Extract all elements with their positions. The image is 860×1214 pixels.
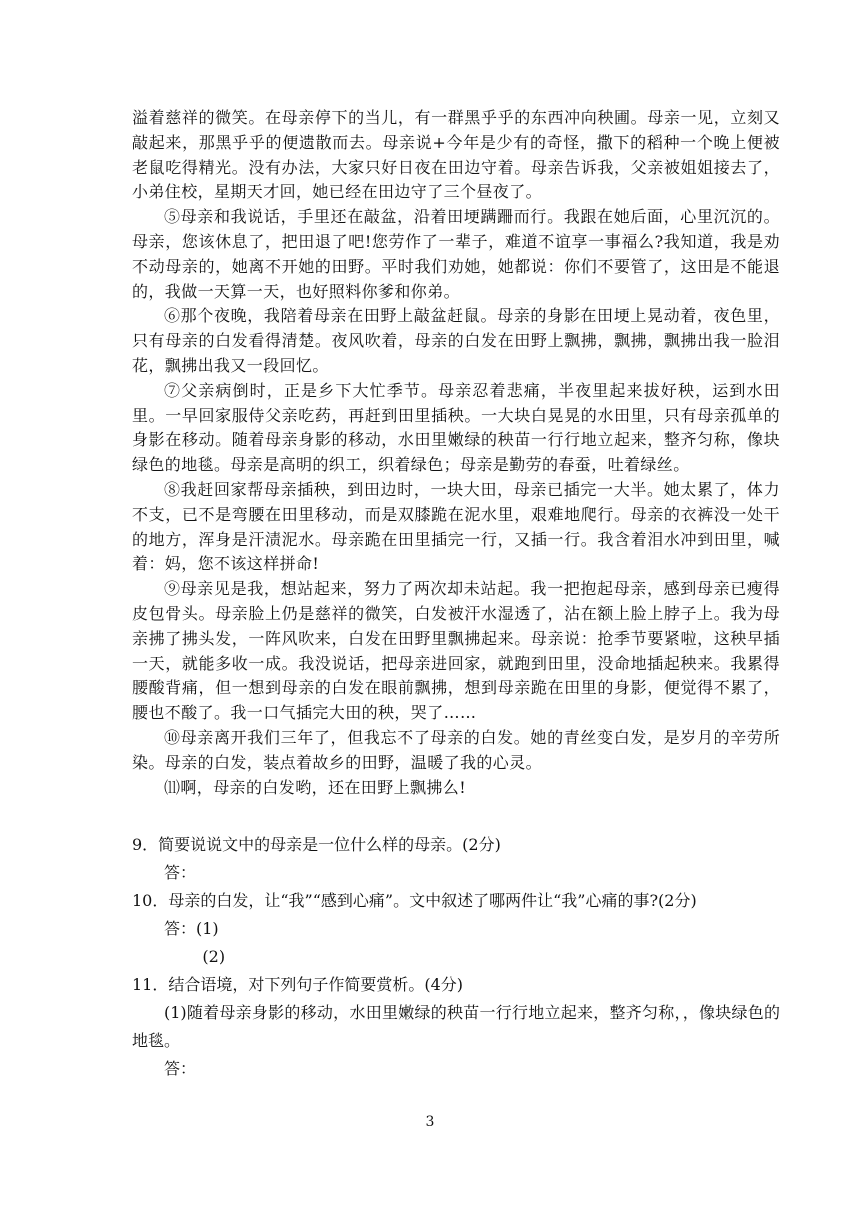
question-10: 10．母亲的白发，让“我”“感到心痛”。文中叙述了哪两件让“我”心痛的事?(2分) (132, 891, 697, 910)
passage-paragraph: ⑧我赶回家帮母亲插秧，到田边时，一块大田，母亲已插完一大半。她太累了，体力不支，已不是弯腰在田里移动，而是双膝跪在泥水里，艰难地爬行。母亲的衣裤没一处干的地方，浑身是汗渍泥水。母亲跪在田里插完一行，又插一行。我含着泪水冲到田里，喊着：妈，您不该这样拼命! (132, 479, 780, 574)
page-number: 3 (425, 1114, 435, 1130)
answer-10-2-field[interactable]: (2) (202, 947, 226, 966)
passage-paragraph: ⑾啊，母亲的白发哟，还在田野上飘拂么! (164, 777, 467, 797)
passage-paragraph: ⑩母亲离开我们三年了，但我忘不了母亲的白发。她的青丝变白发，是岁月的辛劳所染。母亲的白发，装点着故乡的田野，温暖了我的心灵。 (132, 727, 780, 772)
question-section (132, 831, 780, 1083)
passage-paragraph: ⑥那个夜晚，我陪着母亲在田野上敲盆赶鼠。母亲的身影在田埂上晃动着，夜色里，只有母亲的白发看得清楚。夜风吹着，母亲的白发在田野上飘拂，飘拂，飘拂出我一脸泪花，飘拂出我又一段回忆。 (132, 306, 780, 375)
answer-10-1-field[interactable]: 答：(1) (164, 919, 219, 938)
answer-11-1-field[interactable]: 答： (164, 1059, 197, 1078)
reading-passage (132, 106, 780, 800)
passage-paragraph: ⑨母亲见是我，想站起来，努力了两次却未站起。我一把抱起母亲，感到母亲已瘦得皮包骨头。母亲脸上仍是慈祥的微笑，白发被汗水湿透了，沾在额上脸上脖子上。我为母亲拂了拂头发，一阵风吹来，白发在田野里飘拂起来。母亲说：抢季节要紧啦，这秧早插一天，就能多收一成。我没说话，把母亲进回家，就跑到田里，没命地插起秧来。我累得腰酸背痛，但一想到母亲的白发在眼前飘拂，想到母亲跪在田里的身影，便觉得不累了，腰也不酸了。我一口气插完大田的秧，哭了…… (132, 579, 780, 723)
passage-paragraph: ⑤母亲和我说话，手里还在敲盆，沿着田埂蹒跚而行。我跟在她后面，心里沉沉的。母亲，您该休息了，把田退了吧!您劳作了一辈子，难道不谊享一事福么?我知道，我是劝不动母亲的，她离不开她的田野。平时我们劝她，她都说：你们不要管了，这田是不能退的，我做一天算一天，也好照料你爹和你弟。 (132, 207, 780, 301)
passage-paragraph: ⑦父亲病倒时，正是乡下大忙季节。母亲忍着悲痛，半夜里起来拔好秧，运到水田里。一早回家服侍父亲吃药，再赶到田里插秧。一大块白晃晃的水田里，只有母亲孤单的身影在移动。随着母亲身影的移动，水田里嫩绿的秧苗一行行地立起来，整齐匀称，像块绿色的地毯。母亲是高明的织工，织着绿色；母亲是勤劳的春蚕，吐着绿丝。 (132, 380, 780, 475)
answer-9-field[interactable]: 答： (164, 863, 197, 882)
passage-paragraph: 溢着慈祥的微笑。在母亲停下的当儿，有一群黑乎乎的东西冲向秧圃。母亲一见，立刻又敲起来，那黑乎乎的便遗散而去。母亲说+今年是少有的奇怪，撒下的稻种一个晚上便被老鼠吃得精光。没有办法，大家只好日夜在田边守着。母亲告诉我，父亲被姐姐接去了，小弟住校，星期天才回，她已经在田边守了三个昼夜了。 (132, 108, 780, 202)
question-11-sub-1: (1)随着母亲身影的移动，水田里嫩绿的秧苗一行行地立起来，整齐匀称，，像块绿色的地毯。 (132, 1003, 780, 1050)
question-9: 9．简要说说文中的母亲是一位什么样的母亲。(2分) (132, 835, 501, 854)
question-11: 11．结合语境，对下列句子作简要赏析。(4分) (132, 975, 464, 994)
